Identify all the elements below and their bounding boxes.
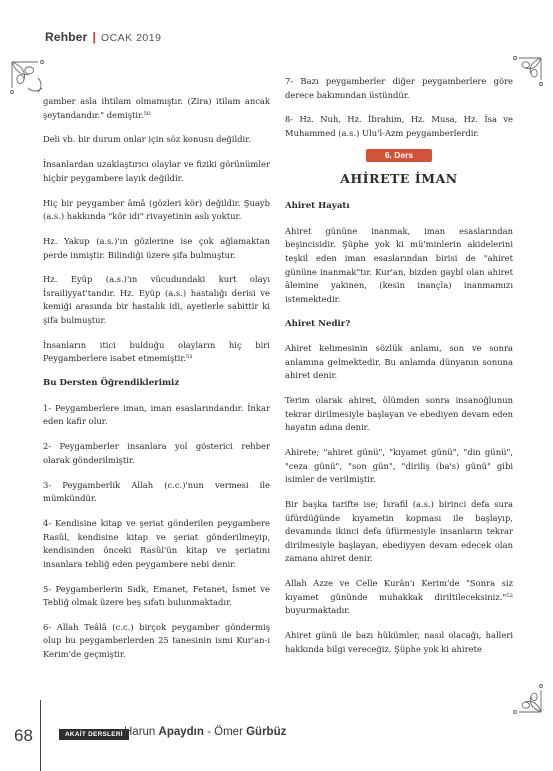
paragraph: Ahiret günü ile bazı hükümler, nasıl olacağı, halleri hakkında bilgi vereceğiz. Şüphe yok ki ahirete [285,630,513,654]
subsection-heading: Ahiret Nedir? [285,318,351,329]
right-column [285,75,513,668]
paragraph: Allah Azze ve Celle Kurân'ı Kerim'de "Sonra siz kıyamet gününde muhakkak diriltileceksiniz."⁵² buyurmaktadır. [285,578,513,616]
page-header [45,30,161,46]
magazine-brand: Rehber [45,30,88,44]
paragraph: Deli vb. bir durum onlar için söz konusu değildir. [43,134,251,145]
paragraph: İnsanların itici bulduğu olayların hiç biri Peygamberlere isabet etmemiştir.⁵¹ [43,339,270,364]
author-first-name: Ömer [214,726,243,738]
paragraph: Hz. Yakup (a.s.)'ın gözlerine ise çok ağlamaktan perde inmiştir. Bilindiği üzere şifa bulmuştur. [43,235,270,260]
paragraph: Ahiret kelimesinin sözlük anlamı, son ve sonra anlamına gelmektedir. Bu anlamda dünyanın sonuna ahiret denir. [285,343,513,381]
page-number: 68 [14,726,33,745]
paragraph: Hz. Eyüp (a.s.)'ın vücudundaki kurt olayı İsrailiyyat'tandır. Hz. Eyüp (a.s.) hastalığı derisi ve kemiği arasında bir hastalık idi, ayetlerle sabittir ki şifa bulmuştur. [43,274,270,326]
section-heading: Bu Dersten Öğrendiklerimiz [43,378,180,389]
list-item: 8- Hz. Nuh, Hz. İbrahim, Hz. Musa, Hz. İsa ve Muhammed (a.s.) Ulu'l-Azm peygamberlerdir. [285,114,513,138]
paragraph: Terim olarak ahiret, ölümden sonra insanoğlunun tekrar dirilmesiyle başlayan ve ebediyen devam eden hayatın adına denir. [285,395,513,433]
corner-ornament-bottom-right-icon [509,680,545,716]
author-first-name: Harun [124,726,156,738]
list-item: 7- Bazı peygamberler diğer peygamberlere göre derece bakımından üstündür. [285,76,513,100]
paragraph: Bir başka tarifte ise; İsrafil (a.s.) birinci defa sura üfürdüğünde kıyametin kopması ile başlayıp, devamında ikinci defa üfürmesiyle insanların tekrar dirilmesiyle başlayan, ebediyyen devam edecek olan zamana ahiret denir. [285,499,513,564]
corner-ornament-top-right-icon [509,54,545,90]
subsection-heading: Ahiret Hayatı [285,201,350,212]
left-column [43,95,270,673]
paragraph: İnsanlardan uzaklaştırıcı olaylar ve fiziki görünümler hiçbir peygambere layık değildir. [43,159,270,183]
page-footer [0,722,553,752]
author-separator: - [207,726,211,738]
author-last-name: Apaydın [158,726,204,738]
author-line [124,726,286,738]
list-item: 2- Peygamberler insanlara yol gösterici rehber olarak gönderilmiştir. [43,441,270,465]
paragraph: Ahiret gününe inanmak, iman esaslarından beşincisidir. Şüphe yok ki mü'minlerin akidelerini teşkil eden iman esaslarından birisi de "ahiret gününe inanmak"tır. Kur'an, bizden gaybî olan ahiret âlemine yakinen, (kesin inançla) inanmamızı istemektedir. [285,225,513,304]
paragraph: Hiç bir peygamber âmâ (gözleri kör) değildir. Şuayb (a.s.) hakkında "kör idi" rivayetinin aslı yoktur. [43,197,270,222]
list-item: 4- Kendisine kitap ve şeriat gönderilen peygambere Rasûl, kendisine kitap ve şeriat gönderilmeyip, kendisinden önceki Rasûl'ün kitap ve şeriatını insanlara tebliğ eden peygambere nebi denir. [43,517,270,569]
list-item: 3- Peygamberlik Allah (c.c.)'nun vermesi ile mümkündür. [43,479,270,504]
series-tag: AKAİT DERSLERİ [59,729,129,740]
author-last-name: Gürbüz [246,726,287,738]
list-item: 5- Peygamberlerin Sıdk, Emanet, Fetanet, İsmet ve Tebliğ olmak üzere beş sıfatı bulunmaktadır. [43,583,270,608]
paragraph: Ahirete; "ahiret günü", "kıyamet günü", "din günü", "ceza günü", "son gün", "diriliş (ba's) günü" gibi isimler de verilmiştir. [285,447,513,485]
paragraph: gamber asla ihtilam olmamıştır. (Zira) itilam ancak şeytandandır." demiştir.⁵⁰ [43,96,270,120]
chapter-title: AHİRETE İMAN [340,170,458,186]
lesson-badge: 6. Ders [366,149,432,162]
list-item: 6- Allah Teâlâ (c.c.) birçok peygamber göndermiş olup bu peygamberlerden 25 tanesinin ismi Kur'an-ı Kerim'de geçmiştir. [43,621,270,660]
issue-date: OCAK 2019 [100,32,162,44]
header-separator: | [92,30,96,44]
list-item: 1- Peygamberlere iman, iman esaslarındandır. İnkar eden kafir olur. [43,402,270,427]
